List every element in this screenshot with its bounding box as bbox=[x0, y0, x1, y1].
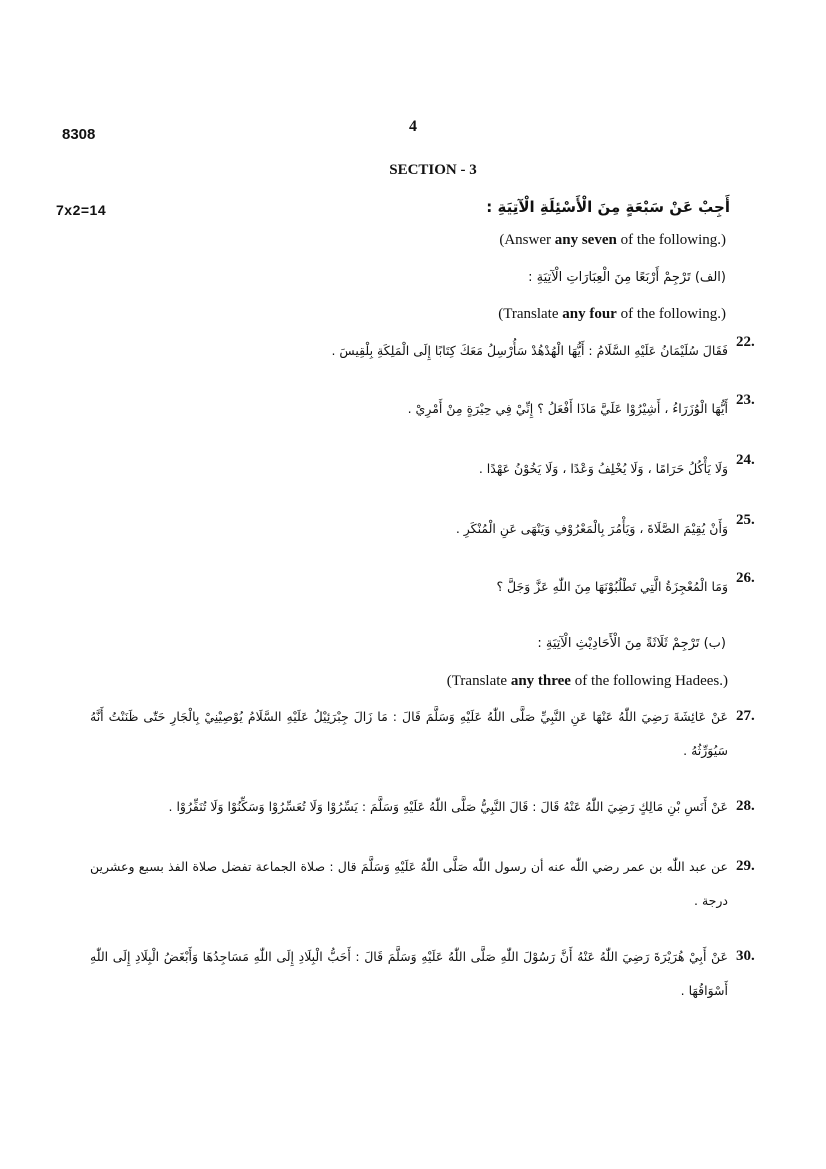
paper-code: 8308 bbox=[62, 126, 96, 143]
question-29 bbox=[90, 850, 770, 918]
question-number: 23. bbox=[736, 392, 755, 408]
question-30 bbox=[90, 940, 770, 1008]
question-26 bbox=[90, 570, 770, 604]
part-a-text-pre: (Translate bbox=[498, 306, 563, 322]
question-text: أَيُّهَا الْوُزَرَاءُ ، أَشِيْرُوْا عَلَيَّ مَاذَا أَفْعَلُ ؟ إِنِّيْ فِي حِيْرَةٍ مِنْ أَمْرِيْ . bbox=[407, 401, 728, 416]
part-b-instruction-arabic: (ب) تَرْجِمْ ثَلَاثَةً مِنَ الْأَحَادِيْثِ الْآتِيَةِ : bbox=[537, 636, 726, 651]
question-28 bbox=[90, 790, 770, 824]
question-text: وَلَا يَأْكُلُ حَرَامًا ، وَلَا يُخْلِفُ وَعْدًا ، وَلَا يَخُوْنُ عَهْدًا . bbox=[478, 461, 728, 476]
marks-allocation: 7x2=14 bbox=[56, 202, 107, 218]
question-number: 28. bbox=[736, 798, 755, 814]
part-a-text-bold: any four bbox=[562, 306, 617, 322]
section-title: SECTION - 3 bbox=[389, 162, 477, 178]
question-number: 27. bbox=[736, 708, 755, 724]
question-22 bbox=[90, 334, 770, 368]
main-instruction-english bbox=[499, 232, 726, 249]
question-number: 22. bbox=[736, 334, 755, 350]
part-a-instruction-arabic: (الف) تَرْجِمْ أَرْبَعًا مِنَ الْعِبَارَاتِ الْآتِيَةِ : bbox=[528, 270, 726, 285]
part-b-text-post: of the following Hadees.) bbox=[570, 673, 728, 689]
part-b-text-pre: (Translate bbox=[446, 673, 511, 689]
question-number: 26. bbox=[736, 570, 755, 586]
question-25 bbox=[90, 512, 770, 546]
part-a-text-post: of the following.) bbox=[616, 306, 726, 322]
question-text: عَنْ أَبِيْ هُرَيْرَةَ رَضِيَ اللّٰهُ عَنْهُ أَنَّ رَسُوْلَ اللّٰهِ صَلَّى اللّٰهُ عَلَيْهِ وَسَلَّمَ قَالَ : أَحَبُّ الْبِلَادِ إِلَى اللّٰهِ مَسَاجِدُهَا وَأَبْغَضُ الْبِلَادِ إِلَى اللّٰهِ أَسْوَاقُهَا . bbox=[90, 949, 728, 998]
main-instruction-arabic: أَجِبْ عَنْ سَبْعَةٍ مِنَ الْأَسْئِلَةِ الْآتِيَةِ : bbox=[486, 198, 730, 216]
part-a-instruction-english bbox=[498, 306, 726, 323]
question-text: وَمَا الْمُعْجِزَةُ الَّتِي تَطْلُبُوْنَهَا مِنَ اللّٰهِ عَزَّ وَجَلَّ ؟ bbox=[496, 579, 728, 594]
part-b-instruction-english bbox=[447, 673, 728, 690]
question-24 bbox=[90, 452, 770, 486]
question-number: 25. bbox=[736, 512, 755, 528]
question-number: 29. bbox=[736, 858, 755, 874]
question-text: عَنْ أَنَسِ بْنِ مَالِكٍ رَضِيَ اللّٰهُ عَنْهُ قَالَ : قَالَ النَّبِيُّ صَلَّى اللّٰهُ عَلَيْهِ وَسَلَّمَ : يَسِّرُوْا وَلَا تُعَسِّرُوْا وَسَكِّنُوْا وَلَا تُنَفِّرُوْا . bbox=[168, 799, 728, 814]
question-23 bbox=[90, 392, 770, 426]
part-b-text-bold: any three bbox=[510, 673, 571, 689]
question-number: 24. bbox=[736, 452, 755, 468]
instruction-text-pre: (Answer bbox=[499, 232, 555, 248]
instruction-text-post: of the following.) bbox=[616, 232, 726, 248]
question-text: عن عبد اللّٰه بن عمر رضي اللّٰه عنه أن رسول اللّٰه صَلَّى اللّٰهُ عَلَيْهِ وَسَلَّمَ قال : صلاة الجماعة تفضل صلاة الفذ بسبع وعشرين درجة . bbox=[90, 859, 728, 908]
question-text: وَأَنْ يُقِيْمَ الصَّلَاةَ ، وَيَأْمُرَ بِالْمَعْرُوْفِ وَيَنْهَى عَنِ الْمُنْكَرِ . bbox=[455, 521, 728, 536]
question-number: 30. bbox=[736, 948, 755, 964]
instruction-text-bold: any seven bbox=[554, 232, 617, 248]
question-text: فَقَالَ سُلَيْمَانُ عَلَيْهِ السَّلَامُ : أَيُّهَا الْهُدْهُدْ سَأُرْسِلُ مَعَكَ كِتَابًا إِلَى الْمَلِكَةِ بِلْقِيسَ . bbox=[331, 343, 728, 358]
page-number: 4 bbox=[409, 118, 417, 135]
question-27 bbox=[90, 700, 770, 768]
question-text: عَنْ عَائِشَةَ رَضِيَ اللّٰهُ عَنْهَا عَنِ النَّبِيِّ صَلَّى اللّٰهُ عَلَيْهِ وَسَلَّمَ قَالَ : مَا زَالَ جِبْرَئِيْلُ عَلَيْهِ السَّلَامُ يُوْصِيْنِيْ بِالْجَارِ حَتّٰى ظَنَنْتُ أَنَّهُ سَيُوَرِّثُهُ . bbox=[90, 709, 728, 758]
